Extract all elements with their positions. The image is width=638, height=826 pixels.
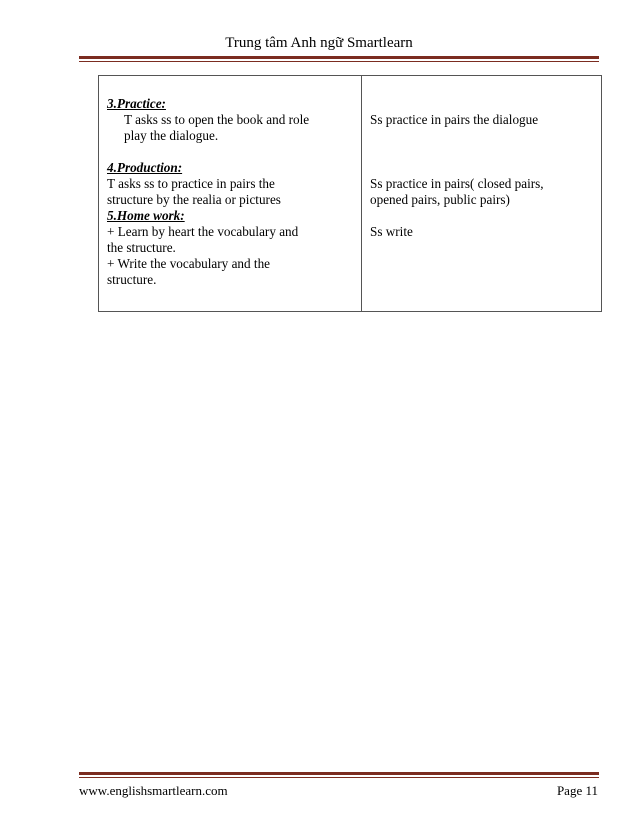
lesson-table — [98, 75, 602, 312]
page-header: Trung tâm Anh ngữ Smartlearn — [225, 35, 413, 51]
table-row — [99, 76, 602, 312]
production-title: 4.Production: — [107, 160, 183, 175]
production-response: Ss practice in pairs( closed pairs, — [370, 176, 544, 191]
practice-response: Ss practice in pairs the dialogue — [370, 112, 539, 127]
practice-title: 3.Practice: — [107, 96, 166, 111]
production-response: opened pairs, public pairs) — [370, 192, 510, 207]
production-line: T asks ss to practice in pairs the — [107, 176, 275, 191]
practice-line: T asks ss to open the book and role — [124, 112, 310, 127]
homework-title: 5.Home work: — [107, 208, 185, 223]
homework-line: + Write the vocabulary and the — [107, 256, 271, 271]
homework-line: the structure. — [107, 240, 176, 255]
homework-line: structure. — [107, 272, 157, 287]
homework-line: + Learn by heart the vocabulary and — [107, 224, 299, 239]
footer-page-number: Page 11 — [556, 783, 598, 798]
teacher-activities-cell — [99, 76, 362, 312]
footer-website: www.englishsmartlearn.com — [79, 783, 228, 798]
practice-line: play the dialogue. — [124, 128, 219, 143]
student-activities-cell — [362, 76, 602, 312]
homework-response: Ss write — [370, 224, 413, 239]
production-line: structure by the realia or pictures — [107, 192, 281, 207]
